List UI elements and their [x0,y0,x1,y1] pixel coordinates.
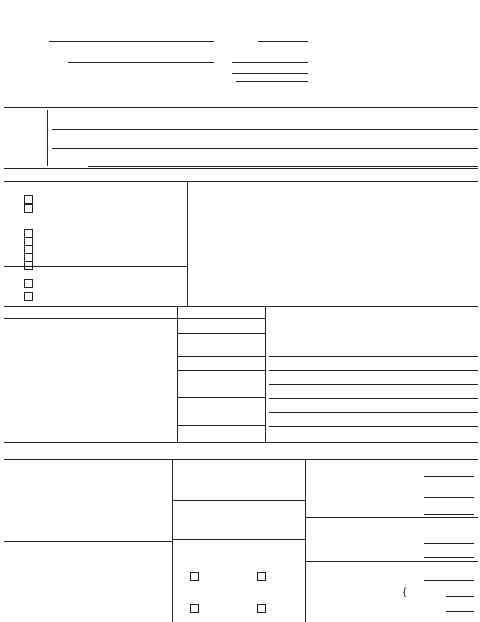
divider [4,266,187,267]
divider [172,459,173,622]
elevator-no-checkbox[interactable] [257,604,266,613]
improvement-type-option [12,195,148,204]
ownership-option [12,292,148,301]
ownership-option [12,279,148,288]
electrical-field[interactable] [177,356,265,357]
other-cost-field[interactable] [177,425,265,426]
bedrooms-field[interactable] [424,580,474,581]
improvement-type-option [12,204,148,213]
outdoor-parking-field[interactable] [424,557,474,558]
use-description-field[interactable] [269,426,478,427]
tele-no-field[interactable] [258,41,308,42]
divider [4,181,478,182]
elevator-no-option [255,604,266,613]
use-description-field[interactable] [269,370,478,371]
plumbing-field[interactable] [177,370,265,371]
ownership-checkbox[interactable] [24,292,33,301]
divider [305,517,478,518]
central-air-yes-option [188,572,199,581]
heating-field[interactable] [177,397,265,398]
divider [4,306,478,307]
elevator-yes-checkbox[interactable] [190,604,199,613]
central-air-yes-checkbox[interactable] [190,572,199,581]
divider [4,168,478,169]
central-air-no-option [255,572,266,581]
land-area-field[interactable] [424,514,474,515]
elevator-yes-option [188,604,199,613]
divider [4,442,478,443]
divider [4,107,478,108]
divider [47,110,48,166]
use-description-field[interactable] [269,398,478,399]
location-field[interactable] [52,129,478,130]
floor-area-field[interactable] [424,497,474,498]
divider [177,306,178,442]
divider [265,306,266,442]
divider [187,181,188,306]
divider [172,500,305,501]
improvement-type-checkbox[interactable] [24,195,33,204]
full-bath-field[interactable] [446,596,474,597]
divider [4,541,172,542]
use-description-field[interactable] [269,356,478,357]
cross-street-field[interactable] [52,148,478,149]
divider [4,318,265,319]
home-phone-field[interactable] [232,62,308,63]
cost-of-improvement-field[interactable] [177,333,265,334]
stories-field[interactable] [424,476,474,477]
divider [172,539,305,540]
work-phone-field[interactable] [232,73,308,74]
central-air-no-checkbox[interactable] [257,572,266,581]
enclosed-parking-field[interactable] [424,543,474,544]
bathrooms-brace: { [403,587,407,598]
divider [305,459,306,622]
ownership-checkbox[interactable] [24,279,33,288]
use-description-field[interactable] [269,384,478,385]
improvement-type-checkbox[interactable] [24,204,33,213]
address-field[interactable] [68,62,214,63]
divider [305,561,478,562]
use-description-field[interactable] [269,412,478,413]
cell-phone-field[interactable] [236,81,308,82]
name-field[interactable] [49,41,214,42]
divider [4,459,478,460]
subdivision-field[interactable] [88,166,478,167]
partial-bath-field[interactable] [446,611,474,612]
